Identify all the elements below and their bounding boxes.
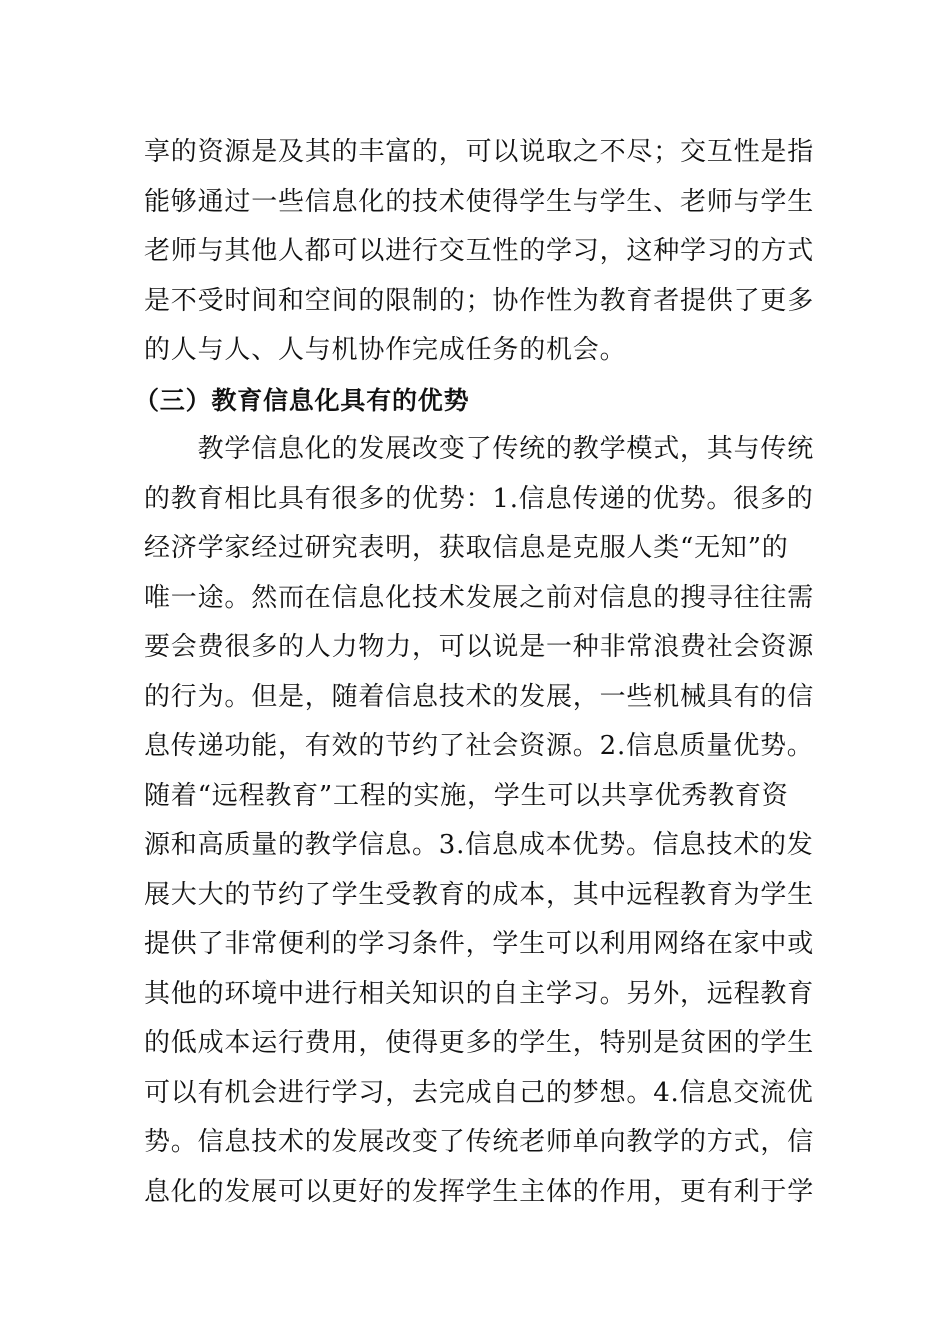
paragraph-line: 其他的环境中进行相关知识的自主学习。另外，远程教育	[144, 978, 815, 1009]
document-body	[134, 128, 824, 1217]
section-heading: （三）教育信息化具有的优势	[134, 385, 470, 415]
paragraph-line: 老师与其他人都可以进行交互性的学习，这种学习的方式	[144, 236, 815, 266]
paragraph-line: 息化的发展可以更好的发挥学生主体的作用，更有利于学	[144, 1176, 815, 1207]
paragraph-line: 的教育相比具有很多的优势：1.信息传递的优势。很多的	[144, 483, 814, 514]
paragraph-line: 展大大的节约了学生受教育的成本，其中远程教育为学生	[144, 879, 815, 910]
paragraph-line: 唯一途。然而在信息化技术发展之前对信息的搜寻往往需	[144, 582, 815, 613]
paragraph-line: 随着“远程教育”工程的实施，学生可以共享优秀教育资	[144, 780, 789, 811]
paragraph-line: 能够通过一些信息化的技术使得学生与学生、老师与学生	[144, 186, 815, 217]
paragraph-line: 享的资源是及其的丰富的，可以说取之不尽；交互性是指	[144, 137, 815, 167]
paragraph-line: 是不受时间和空间的限制的；协作性为教育者提供了更多	[144, 285, 815, 316]
paragraph-line: 提供了非常便利的学习条件，学生可以利用网络在家中或	[144, 929, 815, 959]
paragraph-line: 势。信息技术的发展改变了传统老师单向教学的方式，信	[144, 1127, 815, 1157]
paragraph-line: 源和高质量的教学信息。3.信息成本优势。信息技术的发	[144, 830, 814, 860]
paragraph-line: 的人与人、人与机协作完成任务的机会。	[144, 335, 627, 365]
paragraph-line: 可以有机会进行学习，去完成自己的梦想。4.信息交流优	[144, 1077, 814, 1108]
paragraph-line: 要会费很多的人力物力，可以说是一种非常浪费社会资源	[144, 632, 815, 662]
paragraph-line: 经济学家经过研究表明，获取信息是克服人类“无知”的	[144, 533, 789, 563]
paragraph-line: 教学信息化的发展改变了传统的教学模式，其与传统	[144, 434, 815, 464]
paragraph-line: 的低成本运行费用，使得更多的学生，特别是贫困的学生	[144, 1028, 815, 1058]
paragraph-line: 息传递功能，有效的节约了社会资源。2.信息质量优势。	[144, 731, 814, 761]
paragraph-line: 的行为。但是，随着信息技术的发展，一些机械具有的信	[144, 681, 815, 712]
